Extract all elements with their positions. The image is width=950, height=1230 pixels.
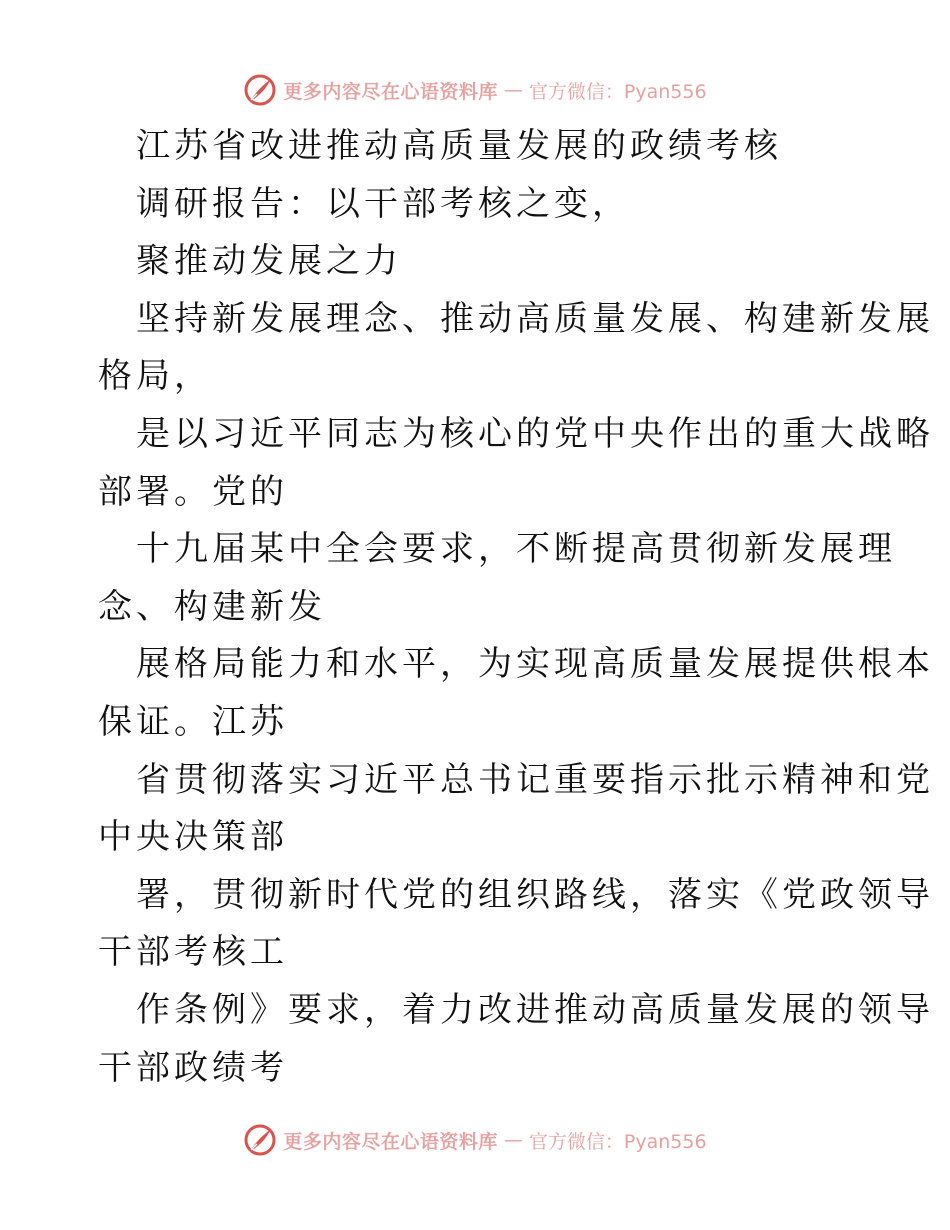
paragraph-line: 格局， xyxy=(98,356,212,397)
header-banner xyxy=(0,70,950,110)
title-line-1: 江苏省改进推动高质量发展的政绩考核 xyxy=(136,126,782,166)
paragraph-line: 干部政绩考 xyxy=(98,1047,288,1088)
paragraph-line: 中央决策部 xyxy=(98,817,288,858)
title-line-2: 调研报告：以干部考核之变， xyxy=(136,183,630,224)
header-banner-dash: — xyxy=(503,79,523,101)
feather-logo-icon xyxy=(243,1123,277,1157)
paragraph-line: 部署。党的 xyxy=(98,471,288,512)
title-line-3: 聚推动发展之力 xyxy=(136,241,402,282)
paragraph-line: 省贯彻落实习近平总书记重要指示批示精神和党 xyxy=(136,759,934,800)
footer-banner-contact: 官方微信：Pyan556 xyxy=(528,1130,707,1153)
paragraph-line: 干部考核工 xyxy=(98,932,288,973)
footer-banner-dash: — xyxy=(503,1129,523,1151)
paragraph-line: 署，贯彻新时代党的组织路线，落实《党政领导 xyxy=(136,874,934,915)
header-banner-contact: 官方微信：Pyan556 xyxy=(528,80,707,103)
paragraph-line: 念、构建新发 xyxy=(98,586,326,627)
footer-banner xyxy=(0,1120,950,1160)
paragraph-line: 作条例》要求，着力改进推动高质量发展的领导 xyxy=(136,989,934,1030)
header-banner-text: 更多内容尽在心语资料库 xyxy=(283,80,498,103)
paragraph-line: 展格局能力和水平，为实现高质量发展提供根本 xyxy=(136,644,934,685)
feather-logo-icon xyxy=(243,73,277,107)
paragraph-line: 是以习近平同志为核心的党中央作出的重大战略 xyxy=(136,413,934,454)
document-body xyxy=(98,118,934,1097)
paragraph-line: 坚持新发展理念、推动高质量发展、构建新发展 xyxy=(136,298,934,339)
paragraph-line: 十九届某中全会要求，不断提高贯彻新发展理 xyxy=(136,529,896,570)
paragraph-line: 保证。江苏 xyxy=(98,701,288,742)
footer-banner-text: 更多内容尽在心语资料库 xyxy=(283,1130,498,1153)
